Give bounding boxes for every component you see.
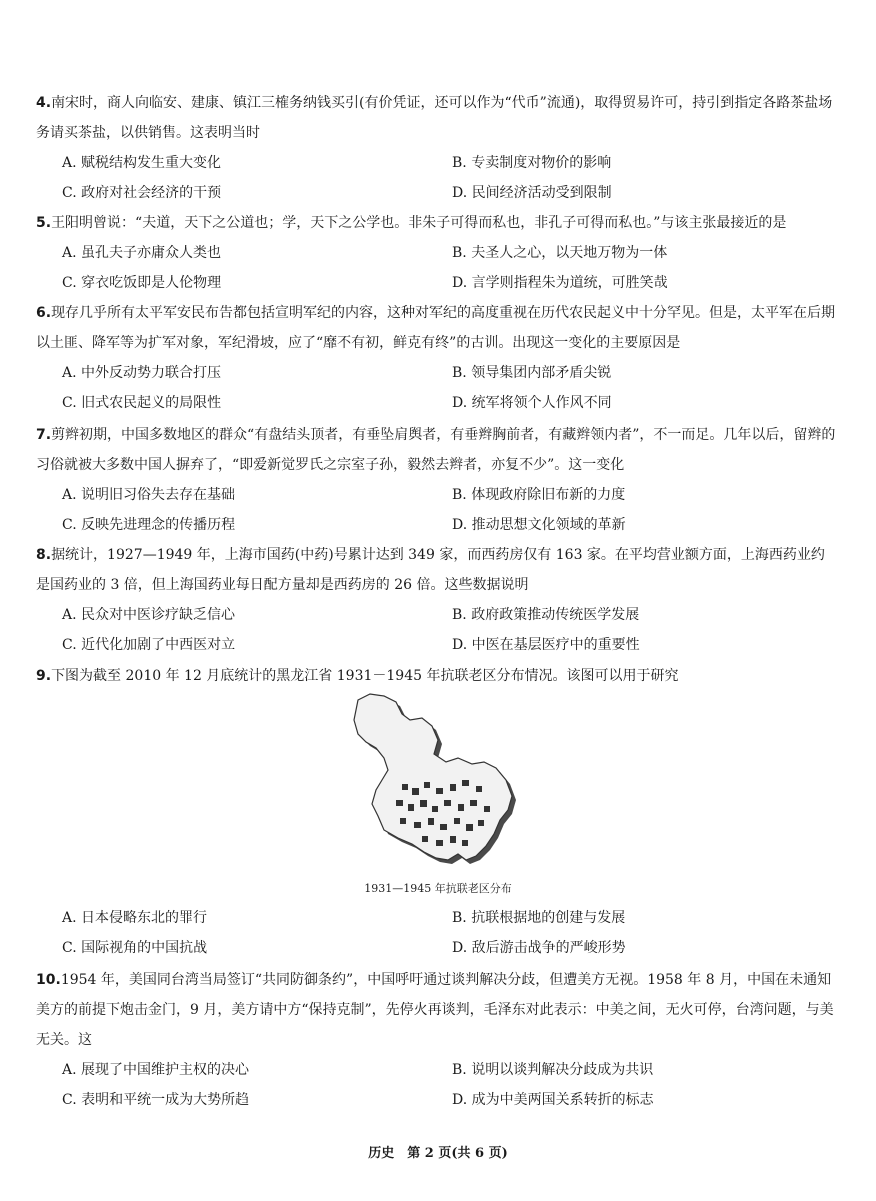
option-c: C. 穿衣吃饭即是人伦物理 [62, 275, 222, 291]
options [36, 358, 836, 418]
area-marker [454, 818, 460, 824]
heilongjiang-map-figure [340, 688, 540, 873]
area-marker [458, 804, 464, 811]
option-a: A. 虽孔夫子亦庸众人类也 [62, 245, 222, 261]
option-b: B. 抗联根据地的创建与发展 [452, 910, 626, 926]
option-b: B. 夫圣人之心，以天地万物为一体 [452, 245, 668, 261]
option-a: A. 说明旧习俗失去存在基础 [62, 487, 236, 503]
option-c: C. 国际视角的中国抗战 [62, 940, 208, 956]
figure-caption: 1931—1945 年抗联老区分布 [364, 882, 512, 895]
question-number: 10. [36, 972, 61, 988]
question-number: 8. [36, 547, 52, 563]
option-d: D. 言学则指程朱为道统，可胜笑哉 [452, 275, 668, 291]
option-b: B. 政府政策推动传统医学发展 [452, 607, 640, 623]
area-marker [476, 786, 482, 792]
option-c: C. 近代化加剧了中西医对立 [62, 637, 236, 653]
question-stem: 王阳明曾说：“夫道，天下之公道也；学，天下之公学也。非朱子可得而私也，非孔子可得而私也。”与该主张最接近的是 [51, 215, 787, 231]
option-b: B. 说明以谈判解决分歧成为共识 [452, 1062, 654, 1078]
area-marker [466, 824, 473, 831]
question-number: 5. [36, 215, 52, 231]
area-marker [432, 806, 438, 812]
area-marker [436, 788, 443, 794]
options [36, 903, 836, 963]
option-d: D. 中医在基层医疗中的重要性 [452, 637, 640, 653]
area-marker [470, 800, 477, 806]
option-d: D. 统军将领个人作风不同 [452, 395, 612, 411]
area-marker [484, 806, 490, 812]
question-4 [36, 88, 836, 208]
area-marker [478, 820, 484, 826]
options [36, 148, 836, 208]
area-marker [436, 840, 443, 846]
area-marker [428, 818, 434, 825]
question-6 [36, 298, 836, 418]
question-number: 7. [36, 427, 52, 443]
option-d: D. 民间经济活动受到限制 [452, 185, 612, 201]
area-marker [462, 840, 468, 846]
area-marker [414, 822, 421, 828]
question-8 [36, 540, 836, 660]
option-d: D. 成为中美两国关系转折的标志 [452, 1092, 654, 1108]
area-marker [412, 788, 419, 795]
area-marker [402, 784, 408, 790]
question-number: 6. [36, 305, 52, 321]
heilongjiang-outline [354, 694, 512, 860]
heilongjiang-map [340, 688, 540, 873]
area-marker [444, 800, 451, 806]
options [36, 600, 836, 660]
option-c: C. 旧式农民起义的局限性 [62, 395, 222, 411]
option-a: A. 展现了中国维护主权的决心 [62, 1062, 250, 1078]
area-marker [424, 782, 430, 788]
option-d: D. 推动思想文化领域的革新 [452, 517, 626, 533]
area-marker [422, 836, 428, 842]
question-9-options [36, 903, 836, 963]
question-stem: 据统计，1927—1949 年，上海市国药(中药)号累计达到 349 家，而西药房仅有 163 家。在平均营业额方面，上海西药业约是国药业的 3 倍，但上海国药业每日配方量却是西药房的 26 倍。这些数据说明 [36, 547, 825, 593]
area-marker [440, 824, 447, 830]
question-stem: 下图为截至 2010 年 12 月底统计的黑龙江省 1931－1945 年抗联老区分布情况。该图可以用于研究 [51, 668, 679, 684]
options [36, 480, 836, 540]
option-b: B. 体现政府除旧布新的力度 [452, 487, 626, 503]
option-c: C. 政府对社会经济的干预 [62, 185, 222, 201]
question-7 [36, 420, 836, 540]
option-c: C. 表明和平统一成为大势所趋 [62, 1092, 250, 1108]
question-10 [36, 965, 836, 1115]
option-b: B. 领导集团内部矛盾尖锐 [452, 365, 612, 381]
area-marker [400, 818, 406, 824]
area-marker [420, 800, 427, 807]
question-number: 9. [36, 668, 52, 684]
area-marker [396, 800, 403, 806]
option-a: A. 赋税结构发生重大变化 [62, 155, 222, 171]
option-d: D. 敌后游击战争的严峻形势 [452, 940, 626, 956]
question-stem: 南宋时，商人向临安、建康、镇江三榷务纳钱买引(有价凭证，还可以作为“代币”流通)，取得贸易许可，持引到指定各路茶盐场务请买茶盐，以供销售。这表明当时 [36, 95, 833, 141]
area-marker [408, 804, 414, 811]
question-5 [36, 208, 836, 298]
question-stem: 剪辫初期，中国多数地区的群众“有盘结头顶者，有垂坠肩舆者，有垂辫胸前者，有藏辫领内者”，不一而足。几年以后，留辫的习俗就被大多数中国人摒弃了，“即爱新觉罗氏之宗室子孙，毅然去辫者，亦复不少”。这一变化 [36, 427, 836, 473]
question-stem: 现存几乎所有太平军安民布告都包括宣明军纪的内容，这种对军纪的高度重视在历代农民起义中十分罕见。但是，太平军在后期以土匪、降军等为扩军对象，军纪滑坡，应了“靡不有初，鲜克有终”的古训。出现这一变化的主要原因是 [36, 305, 836, 351]
page-footer: 历史 第 2 页(共 6 页) [368, 1146, 508, 1161]
options [36, 1055, 836, 1115]
option-a: A. 中外反动势力联合打压 [62, 365, 222, 381]
question-stem: 1954 年，美国同台湾当局签订“共同防御条约”，中国呼吁通过谈判解决分歧，但遭美方无视。1958 年 8 月，中国在未通知美方的前提下炮击金门，9 月，美方请中方“保持克制”，先停火再谈判，毛泽东对此表示：中美之间，无火可停，台湾问题，与美无关。这 [36, 972, 834, 1048]
option-c: C. 反映先进理念的传播历程 [62, 517, 236, 533]
options [36, 238, 836, 298]
question-9 [36, 661, 836, 691]
option-a: A. 民众对中医诊疗缺乏信心 [62, 607, 236, 623]
question-number: 4. [36, 95, 52, 111]
area-marker [462, 780, 469, 786]
area-marker [450, 784, 456, 791]
option-b: B. 专卖制度对物价的影响 [452, 155, 612, 171]
option-a: A. 日本侵略东北的罪行 [62, 910, 208, 926]
area-marker [450, 836, 456, 843]
